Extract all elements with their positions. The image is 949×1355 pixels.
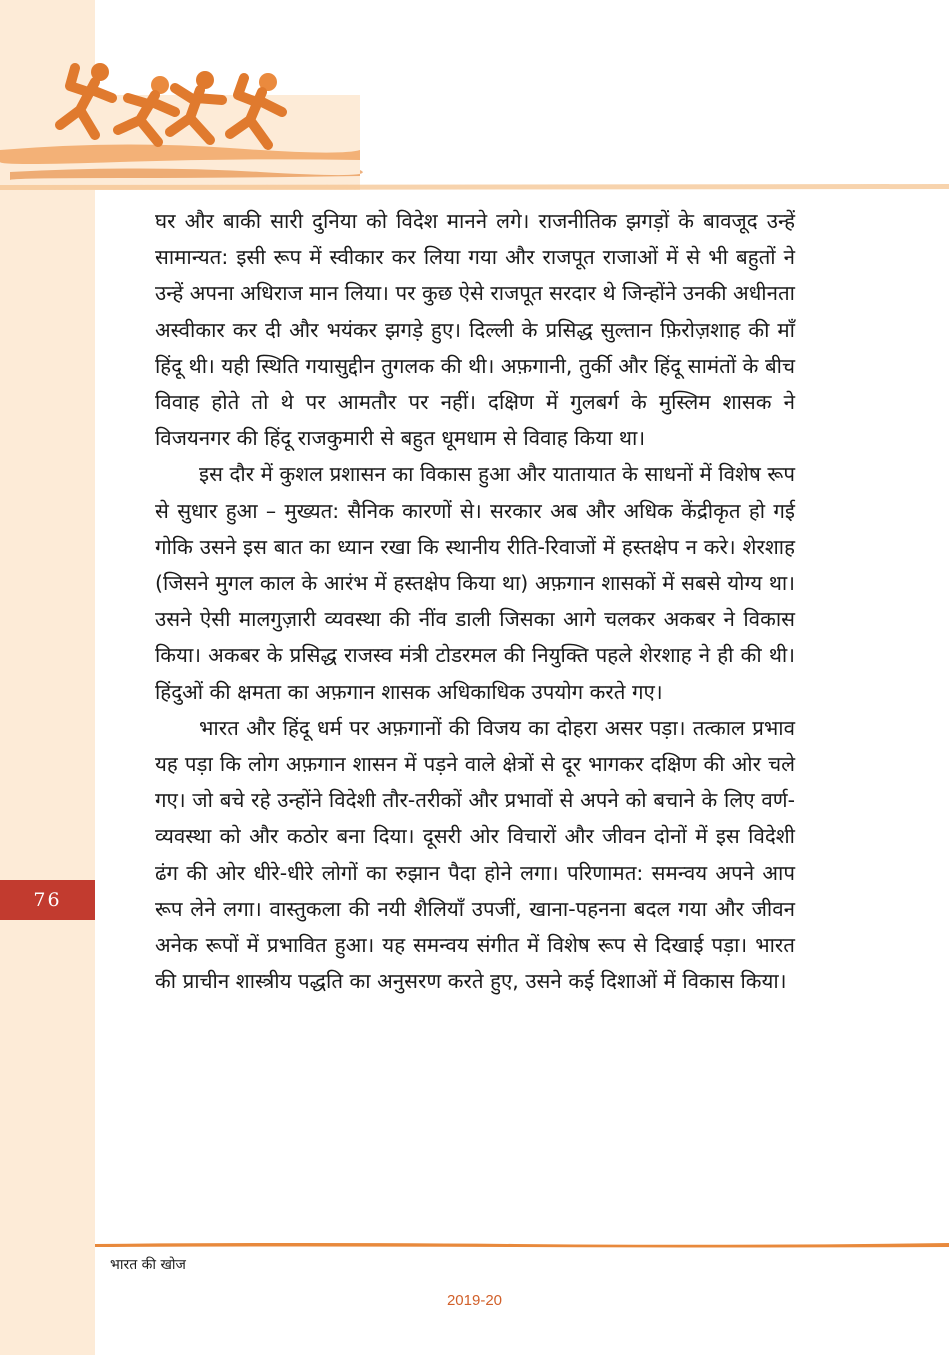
margin-strip <box>0 0 95 1355</box>
paragraph-3: भारत और हिंदू धर्म पर अफ़गानों की विजय का दोहरा असर पड़ा। तत्काल प्रभाव यह पड़ा कि लोग अफ़गान शासन में पड़ने वाले क्षेत्रों से दूर भागकर दक्षिण की ओर चले गए। जो बचे रहे उन्होंने विदेशी तौर-तरीकों और प्रभावों से अपने को बचाने के लिए वर्ण-व्यवस्था को और कठोर बना दिया। दूसरी ओर विचारों और जीवन दोनों में इस विदेशी ढंग की ओर धीरे-धीरे लोगों का रुझान पैदा होने लगा। परिणामत: समन्वय अपने आप रूप लेने लगा। वास्तुकला की नयी शैलियाँ उपजीं, खाना-पहनना बदल गया और जीवन अनेक रूपों में प्रभावित हुआ। यह समन्वय संगीत में विशेष रूप से दिखाई पड़ा। भारत की प्राचीन शास्त्रीय पद्धति का अनुसरण करते हुए, उसने कई दिशाओं में विकास किया। <box>155 715 795 994</box>
body-text <box>155 203 795 999</box>
footer-year: 2019-20 <box>446 1292 503 1309</box>
footer-rule <box>95 1240 949 1250</box>
paragraph-2: इस दौर में कुशल प्रशासन का विकास हुआ और यातायात के साधनों में विशेष रूप से सुधार हुआ – मुख्यत: सैनिक कारणों से। सरकार अब और अधिक केंद्रीकृत हो गई गोकि उसने इस बात का ध्यान रखा कि स्थानीय रीति-रिवाजों में हस्तक्षेप न करे। शेरशाह (जिसने मुगल काल के आरंभ में हस्तक्षेप किया था) अफ़गान शासकों में सबसे योग्य था। उसने ऐसी मालगुज़ारी व्यवस्था की नींव डाली जिसका आगे चलकर अकबर ने विकास किया। अकबर के प्रसिद्ध राजस्व मंत्री टोडरमल की नियुक्ति पहले शेरशाह ने ही की थी। हिंदुओं की क्षमता का अफ़गान शासक अधिकाधिक उपयोग करते गए। <box>155 462 795 704</box>
footer-book-title: भारत की खोज <box>110 1257 186 1273</box>
header-decoration <box>0 0 949 200</box>
paragraph-1: घर और बाकी सारी दुनिया को विदेश मानने लगे। राजनीतिक झगड़ों के बावजूद उन्हें सामान्यत: इसी रूप में स्वीकार कर लिया गया और राजपूत राजाओं में से भी बहुतों ने उन्हें अपना अधिराज मान लिया। पर कुछ ऐसे राजपूत सरदार थे जिन्होंने उनकी अधीनता अस्वीकार कर दी और भयंकर झगड़े हुए। दिल्ली के प्रसिद्ध सुल्तान फ़िरोज़शाह की माँ हिंदू थी। यही स्थिति गयासुद्दीन तुगलक की थी। अफ़गानी, तुर्की और हिंदू सामंतों के बीच विवाह होते तो थे पर आमतौर पर नहीं। दक्षिण में गुलबर्ग के मुस्लिम शासक ने विजयनगर की हिंदू राजकुमारी से बहुत धूमधाम से विवाह किया था। <box>155 209 795 451</box>
page-number: 76 <box>0 880 95 920</box>
brush-stroke <box>0 184 949 190</box>
